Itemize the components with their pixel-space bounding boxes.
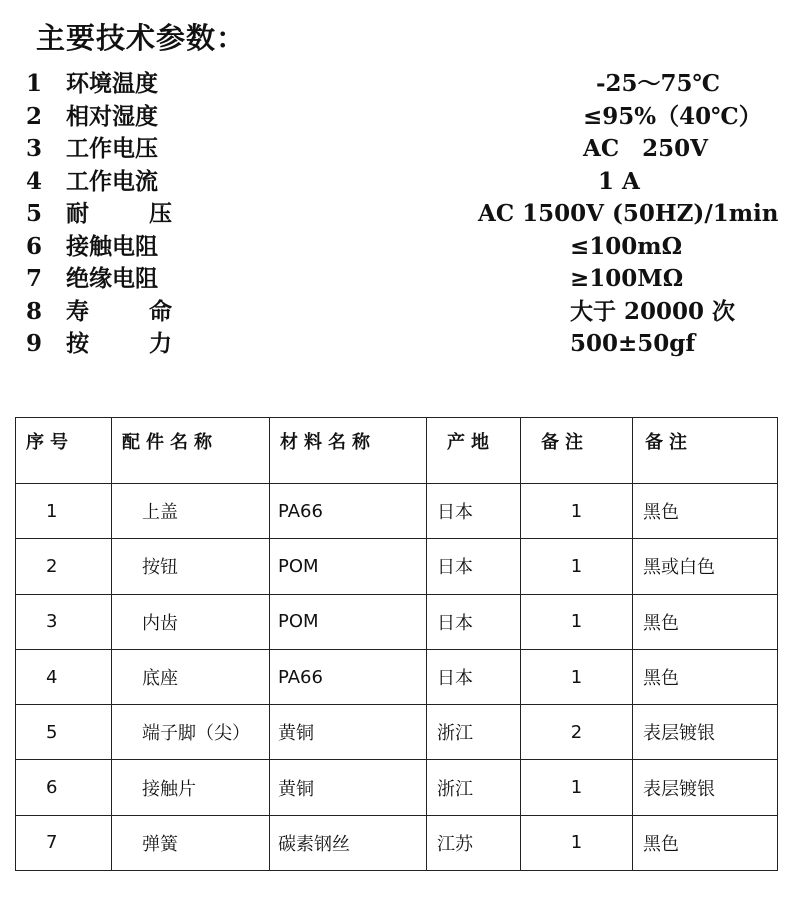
cell-qty: 2	[521, 705, 633, 760]
spec-name	[66, 231, 172, 264]
spec-value: ≥100MΩ	[570, 265, 684, 292]
cell-remark: 黑色	[633, 649, 778, 704]
spec-value: ≤95%（40℃）	[583, 102, 762, 130]
spec-name-part: 相对湿度	[66, 102, 158, 130]
spec-name	[66, 198, 172, 231]
table-row	[16, 815, 778, 870]
cell-origin: 浙江	[427, 705, 521, 760]
cell-part-name: 上盖	[112, 484, 270, 539]
cell-remark: 表层镀银	[633, 705, 778, 760]
cell-origin: 日本	[427, 539, 521, 594]
cell-serial-no: 1	[16, 484, 112, 539]
cell-qty: 1	[521, 484, 633, 539]
cell-origin: 日本	[427, 594, 521, 649]
spec-value: 大于 20000 次	[570, 297, 736, 325]
spec-value: ≤100mΩ	[570, 232, 683, 260]
cell-part-name: 底座	[112, 649, 270, 704]
cell-qty: 1	[521, 760, 633, 815]
cell-origin: 日本	[427, 484, 521, 539]
cell-part-name: 弹簧	[112, 815, 270, 870]
table-row	[16, 594, 778, 649]
cell-remark: 黑色	[633, 484, 778, 539]
spec-name-part: 环境温度	[66, 70, 158, 97]
table-row	[16, 649, 778, 704]
spec-number: 7	[26, 265, 43, 292]
cell-serial-no: 3	[16, 594, 112, 649]
cell-part-name: 接触片	[112, 760, 270, 815]
spec-number: 3	[26, 135, 43, 162]
spec-name	[66, 101, 172, 134]
spec-name	[66, 166, 172, 199]
spec-value: 1 A	[598, 167, 640, 195]
spec-name	[66, 296, 172, 329]
cell-remark: 黑色	[633, 594, 778, 649]
cell-qty: 1	[521, 594, 633, 649]
cell-serial-no: 5	[16, 705, 112, 760]
spec-name-part: 命	[149, 297, 172, 325]
header-origin: 产地	[427, 418, 521, 484]
spec-name	[66, 263, 172, 296]
spec-number: 6	[26, 232, 43, 260]
spec-name-part: 工作电流	[66, 167, 158, 195]
spec-number: 5	[26, 200, 43, 227]
spec-number: 2	[26, 102, 43, 130]
spec-name-part: 接触电阻	[66, 232, 158, 260]
spec-name-part: 工作电压	[66, 135, 158, 162]
cell-origin: 江苏	[427, 815, 521, 870]
spec-row	[0, 166, 790, 199]
cell-remark: 表层镀银	[633, 760, 778, 815]
cell-material: PA66	[270, 649, 427, 704]
spec-row	[0, 296, 790, 329]
cell-material: 黄铜	[270, 705, 427, 760]
spec-row	[0, 328, 790, 361]
cell-serial-no: 7	[16, 815, 112, 870]
cell-qty: 1	[521, 815, 633, 870]
spec-value: -25～75℃	[596, 70, 721, 97]
cell-part-name: 端子脚（尖）	[112, 705, 270, 760]
cell-serial-no: 6	[16, 760, 112, 815]
table-row	[16, 760, 778, 815]
spec-name-part: 力	[149, 330, 172, 357]
page-title: 主要技术参数：	[36, 21, 247, 55]
spec-row	[0, 198, 790, 231]
table-row	[16, 484, 778, 539]
spec-value: 500±50gf	[570, 330, 696, 357]
cell-remark: 黑或白色	[633, 539, 778, 594]
cell-material: 碳素钢丝	[270, 815, 427, 870]
table-header-row	[16, 418, 778, 484]
spec-row	[0, 133, 790, 166]
cell-part-name: 内齿	[112, 594, 270, 649]
header-remark: 备注	[633, 418, 778, 484]
spec-value: AC 1500V (50HZ)/1min	[478, 200, 779, 227]
cell-qty: 1	[521, 539, 633, 594]
spec-name-part: 按	[66, 330, 89, 357]
spec-name	[66, 328, 172, 361]
spec-number: 8	[26, 297, 43, 325]
spec-row	[0, 68, 790, 101]
spec-name	[66, 68, 172, 101]
cell-material: POM	[270, 539, 427, 594]
spec-name-part: 压	[149, 200, 172, 227]
spec-name-part: 绝缘电阻	[66, 265, 158, 292]
spec-number: 1	[26, 70, 43, 97]
cell-serial-no: 2	[16, 539, 112, 594]
technical-specs-list	[0, 68, 790, 361]
cell-origin: 浙江	[427, 760, 521, 815]
spec-row	[0, 263, 790, 296]
spec-name-part: 耐	[66, 200, 89, 227]
spec-row	[0, 231, 790, 264]
cell-remark: 黑色	[633, 815, 778, 870]
spec-value: AC 250V	[583, 135, 709, 162]
parts-table	[15, 417, 778, 871]
cell-part-name: 按钮	[112, 539, 270, 594]
cell-serial-no: 4	[16, 649, 112, 704]
spec-number: 9	[26, 330, 43, 357]
spec-row	[0, 101, 790, 134]
cell-material: PA66	[270, 484, 427, 539]
table-row	[16, 539, 778, 594]
header-remark-qty: 备注	[521, 418, 633, 484]
cell-material: 黄铜	[270, 760, 427, 815]
spec-name	[66, 133, 172, 166]
table-row	[16, 705, 778, 760]
header-part-name: 配件名称	[112, 418, 270, 484]
cell-material: POM	[270, 594, 427, 649]
spec-number: 4	[26, 167, 43, 195]
cell-origin: 日本	[427, 649, 521, 704]
spec-name-part: 寿	[66, 297, 89, 325]
cell-qty: 1	[521, 649, 633, 704]
header-serial-no: 序号	[16, 418, 112, 484]
header-material-name: 材料名称	[270, 418, 427, 484]
